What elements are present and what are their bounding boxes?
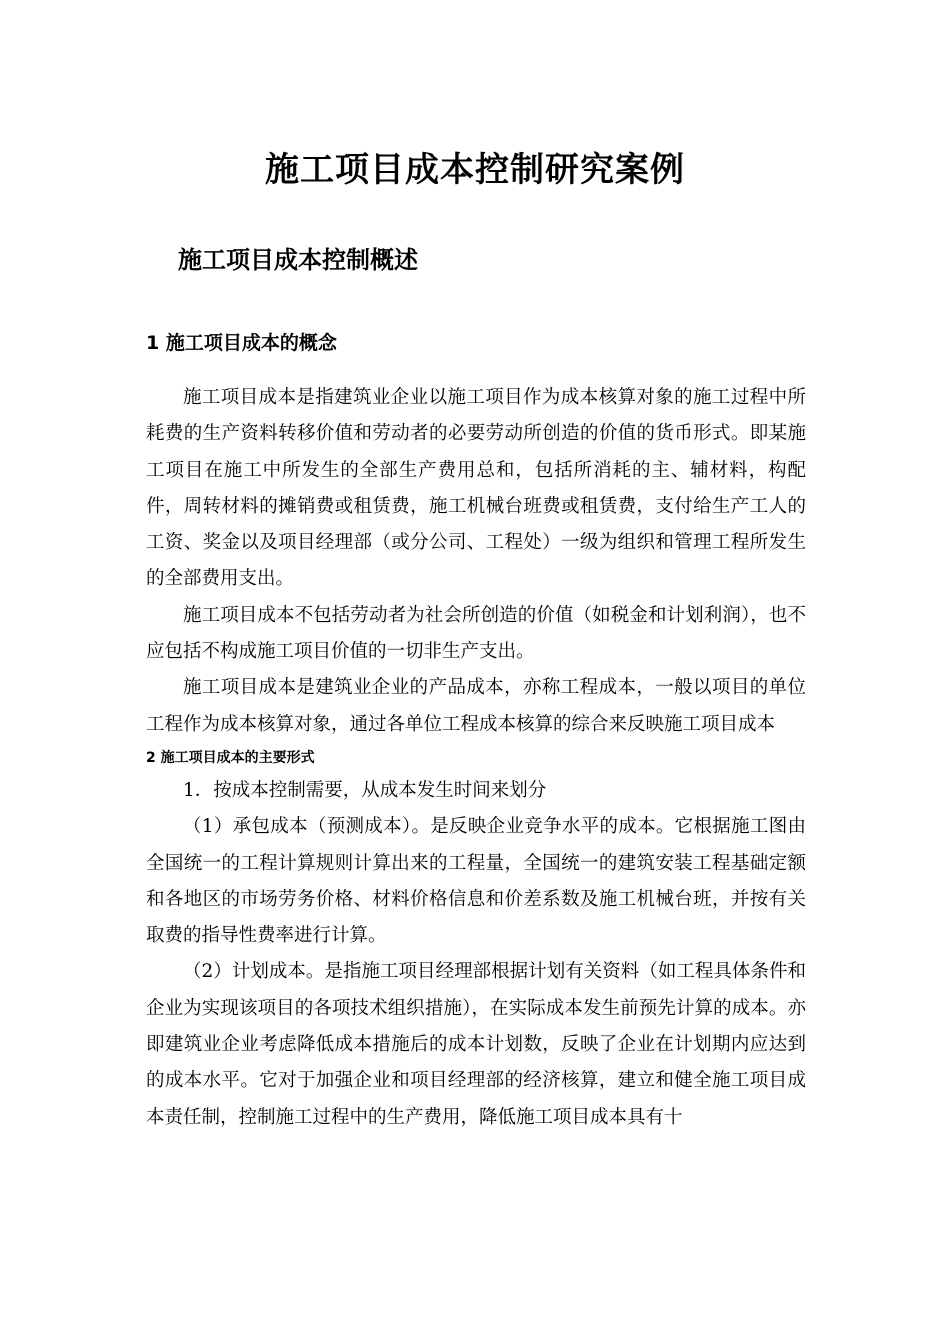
paragraph-cost-definition: 施工项目成本是指建筑业企业以施工项目作为成本核算对象的施工过程中所耗费的生产资料转移价值和劳动者的必要劳动所创造的价值的货币形式。即某施工项目在施工中所发生的全部生产费用总和，包括所消耗的主、辅材料，构配件，周转材料的摊销费或租赁费，施工机械台班费或租赁费，支付给生产工人的工资、奖金以及项目经理部（或分公司、工程处）一级为组织和管理工程所发生的全部费用支出。 xyxy=(146,387,806,590)
paragraph-cost-exclusions: 施工项目成本不包括劳动者为社会所创造的价值（如税金和计划利润），也不应包括不构成施工项目价值的一切非生产支出。 xyxy=(146,604,806,663)
paragraph-contract-cost: （1）承包成本（预测成本）。是反映企业竞争水平的成本。它根据施工图由全国统一的工程计算规则计算出来的工程量，全国统一的建筑安装工程基础定额和各地区的市场劳务价格、材料价格信息和价差系数及施工机械台班，并按有关取费的指导性费率进行计算。 xyxy=(146,816,806,947)
heading-cost-forms: 2 施工项目成本的主要形式 xyxy=(146,749,315,766)
document-title: 施工项目成本控制研究案例 xyxy=(265,150,685,190)
paragraph-classification: 1．按成本控制需要，从成本发生时间来划分 xyxy=(183,779,547,801)
body-text xyxy=(146,380,806,1136)
section-title: 施工项目成本控制概述 xyxy=(178,246,418,274)
paragraph-planned-cost: （2）计划成本。是指施工项目经理部根据计划有关资料（如工程具体条件和企业为实现该项目的各项技术组织措施），在实际成本发生前预先计算的成本。亦即建筑业企业考虑降低成本措施后的成本计划数，反映了企业在计划期内应达到的成本水平。它对于加强企业和项目经理部的经济核算，建立和健全施工项目成本责任制，控制施工过程中的生产费用，降低施工项目成本具有十 xyxy=(146,961,806,1128)
heading-cost-concept: 1 施工项目成本的概念 xyxy=(146,332,337,354)
paragraph-product-cost: 施工项目成本是建筑业企业的产品成本，亦称工程成本，一般以项目的单位工程作为成本核算对象，通过各单位工程成本核算的综合来反映施工项目成本 xyxy=(146,677,806,735)
